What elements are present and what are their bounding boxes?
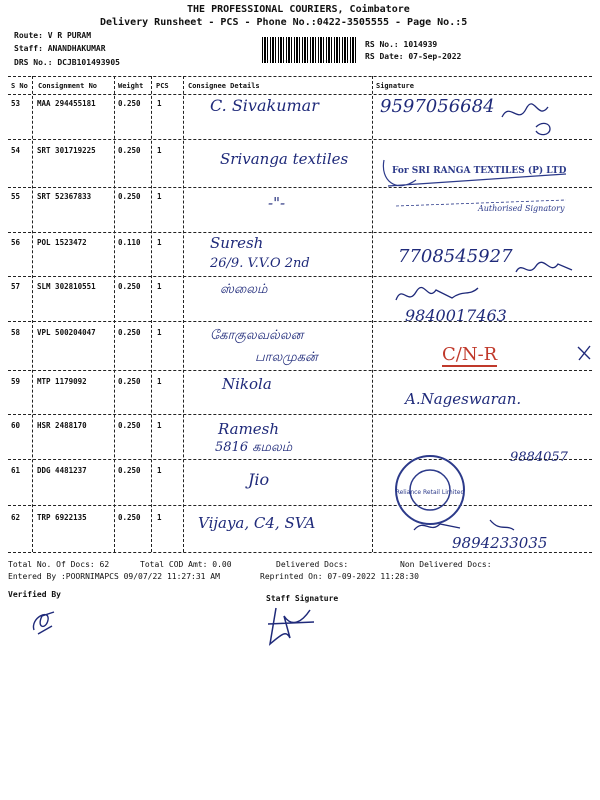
row-signature: 9884057: [510, 450, 568, 465]
row-divider: [8, 459, 592, 460]
col-divider: [151, 76, 152, 552]
row-sno: 54: [11, 146, 21, 155]
row-consignment: SLM 302810551: [37, 282, 96, 291]
col-divider: [183, 76, 184, 552]
row-sno: 55: [11, 192, 21, 201]
verified-signature: [28, 604, 60, 638]
runsheet-subtitle: Delivery Runsheet - PCS - Phone No.:0422-3505555 - Page No.:5: [100, 17, 468, 28]
row-signature: 9894233035: [452, 534, 548, 552]
row-consignment: TRP 6922135: [37, 513, 87, 522]
row-consignment: SRT 301719225: [37, 146, 96, 155]
rs-date: RS Date: 07-Sep-2022: [365, 52, 462, 61]
row-pcs: 1: [157, 282, 162, 291]
row-signature: 9597056684: [380, 96, 495, 117]
column-header-signature: Signature: [376, 82, 414, 90]
row-weight: 0.250: [118, 377, 141, 386]
route-label: Route: V R PURAM: [14, 31, 92, 40]
row-weight: 0.250: [118, 192, 141, 201]
cross-mark-icon: [576, 344, 592, 362]
entered-by: Entered By :POORNIMAPCS 09/07/22 11:27:31 AM: [8, 572, 220, 581]
col-divider: [114, 76, 115, 552]
row-consignee: C. Sivakumar: [210, 96, 319, 115]
seal-text: Reliance Retail Limited: [395, 489, 465, 496]
column-header-pcs: PCS: [156, 82, 169, 90]
table-bottom-rule: [8, 552, 592, 553]
staff-signature-label: Staff Signature: [266, 594, 339, 603]
delivered-docs: Delivered Docs:: [276, 560, 349, 569]
row-weight: 0.110: [118, 238, 141, 247]
row-divider: [8, 370, 592, 371]
row-sno: 56: [11, 238, 21, 247]
row-divider: [8, 505, 592, 506]
row-consignee: ஸ்லைம்: [220, 282, 268, 297]
row-signature: A.Nageswaran.: [405, 390, 522, 408]
row-weight: 0.250: [118, 421, 141, 430]
col-divider: [32, 76, 33, 552]
row-divider: [8, 276, 592, 277]
column-header-consignment: Consignment No: [38, 82, 98, 90]
row-consignment: SRT 52367833: [37, 192, 92, 201]
row-sno: 53: [11, 99, 21, 108]
signature-scribble: [498, 95, 558, 141]
row-sno: 62: [11, 513, 21, 522]
column-header-consignee: Consignee Details: [188, 82, 260, 90]
column-header-sno: S No: [11, 82, 28, 90]
seal-stamp: [390, 452, 470, 528]
staff-signature: [262, 604, 322, 652]
row-pcs: 1: [157, 146, 162, 155]
authorised-signatory-text: Authorised Signatory: [478, 204, 565, 213]
row-divider: [8, 414, 592, 415]
row-consignee-line2: 5816 கமலம்: [215, 440, 293, 455]
col-divider: [372, 76, 373, 552]
barcode-image: [262, 37, 358, 63]
row-signature: C/N-R: [442, 344, 498, 365]
row-weight: 0.250: [118, 328, 141, 337]
row-pcs: 1: [157, 328, 162, 337]
row-consignee-line2: 26/9. V.V.O 2nd: [210, 256, 310, 271]
column-header-weight: Weight: [118, 82, 144, 90]
signature-scribble: [512, 258, 578, 280]
row-consignee-line2: பாலமுகன்: [255, 350, 318, 365]
row-consignee: Jio: [248, 470, 270, 489]
row-sno: 57: [11, 282, 21, 291]
row-pcs: 1: [157, 377, 162, 386]
row-consignment: MAA 294455181: [37, 99, 96, 108]
reprinted-on: Reprinted On: 07-09-2022 11:28:30: [260, 572, 419, 581]
row-weight: 0.250: [118, 146, 141, 155]
row-consignee: Ramesh: [218, 420, 280, 438]
non-delivered-docs: Non Delivered Docs:: [400, 560, 492, 569]
row-pcs: 1: [157, 192, 162, 201]
row-consignee: Srivanga textiles: [220, 150, 349, 168]
row-signature: 7708545927: [398, 246, 513, 267]
row-consignment: DDG 4481237: [37, 466, 87, 475]
company-stamp-text: For SRI RANGA TEXTILES (P) LTD: [392, 166, 567, 176]
total-docs: Total No. Of Docs: 62: [8, 560, 110, 569]
signature-scribble: [392, 282, 502, 308]
row-consignee: Vijaya, C4, SVA: [198, 514, 316, 532]
row-pcs: 1: [157, 513, 162, 522]
total-cod: Total COD Amt: 0.00: [140, 560, 232, 569]
row-divider: [8, 232, 592, 233]
row-consignee: Suresh: [210, 234, 264, 252]
row-weight: 0.250: [118, 282, 141, 291]
company-name: THE PROFESSIONAL COURIERS, Coimbatore: [187, 4, 410, 15]
table-top-rule: [8, 76, 592, 77]
row-sno: 61: [11, 466, 21, 475]
row-consignment: POL 1523472: [37, 238, 87, 247]
drs-number: DRS No.: DCJB101493905: [14, 58, 120, 67]
verified-by-label: Verified By: [8, 590, 61, 599]
row-weight: 0.250: [118, 513, 141, 522]
row-sno: 60: [11, 421, 21, 430]
row-pcs: 1: [157, 238, 162, 247]
row-pcs: 1: [157, 99, 162, 108]
staff-label: Staff: ANANDHAKUMAR: [14, 44, 106, 53]
row-divider: [8, 321, 592, 322]
company-stamp: [376, 150, 576, 220]
row-sno: 58: [11, 328, 21, 337]
rs-number: RS No.: 1014939: [365, 40, 438, 49]
row-signature: 9840017463: [405, 306, 507, 325]
row-weight: 0.250: [118, 466, 141, 475]
row-sno: 59: [11, 377, 21, 386]
row-consignee: -"-: [268, 194, 286, 212]
row-pcs: 1: [157, 466, 162, 475]
row-consignment: HSR 2488170: [37, 421, 87, 430]
row-consignee: Nikola: [222, 375, 272, 393]
row-weight: 0.250: [118, 99, 141, 108]
row-pcs: 1: [157, 421, 162, 430]
row-consignment: MTP 1179092: [37, 377, 87, 386]
row-consignment: VPL 500204047: [37, 328, 96, 337]
row-consignee: கோகுலவல்லன: [210, 328, 304, 343]
